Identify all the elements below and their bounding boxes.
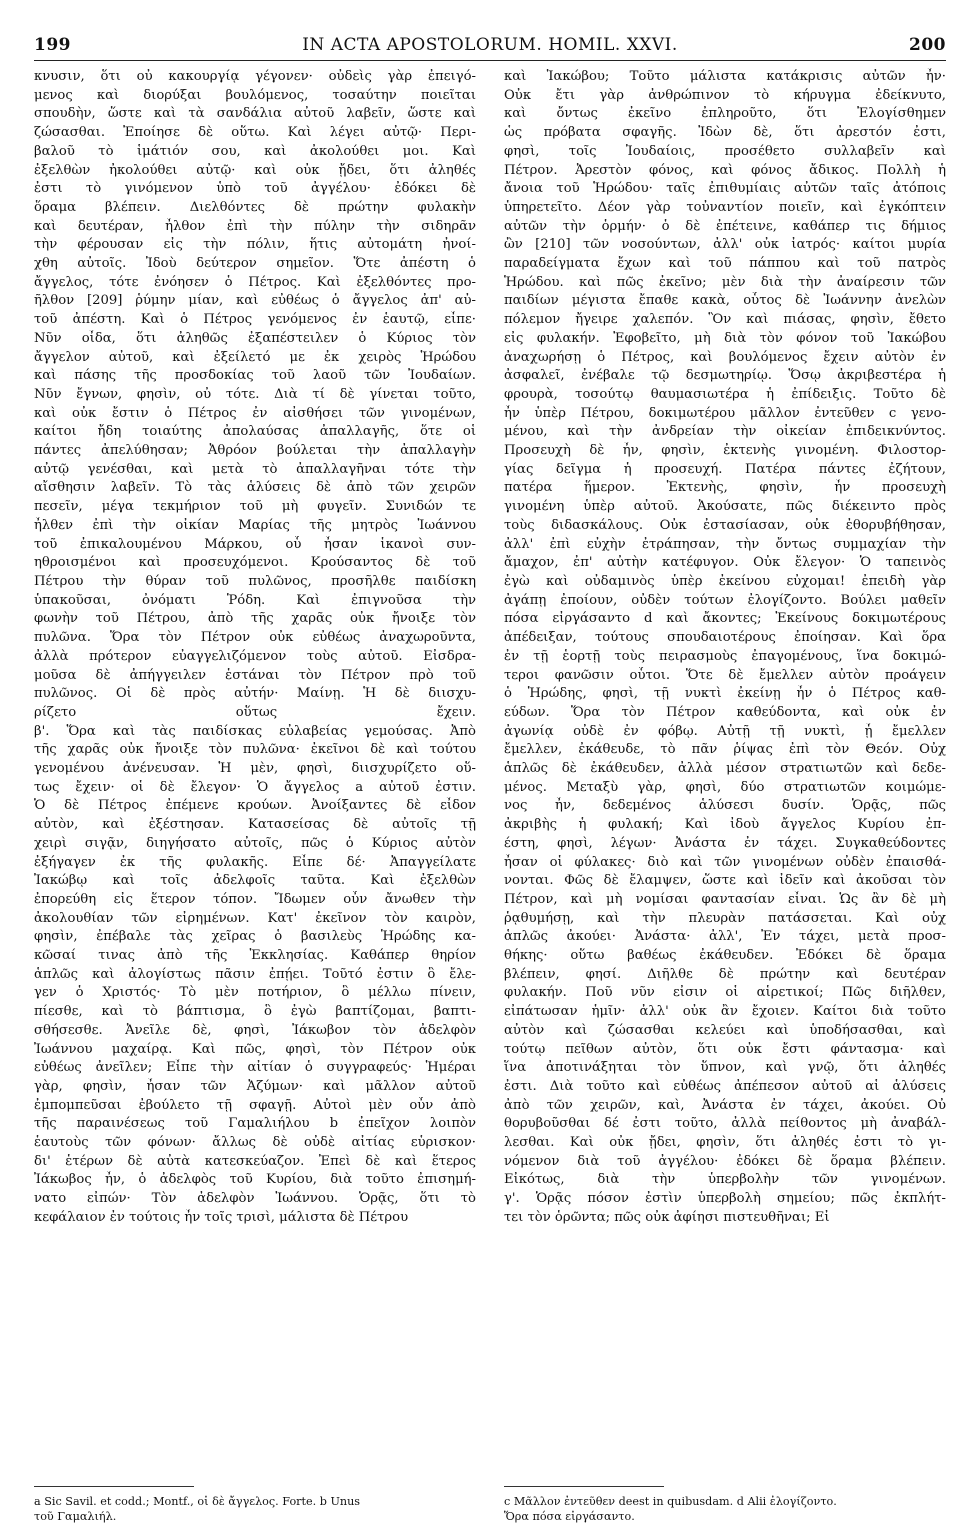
text-line: παραδείγματα ἔχων καὶ τοῦ πάππου καὶ τοῦ πατρὸς xyxy=(504,256,946,272)
text-line: τοῦ ἐπικαλουμένου Μάρκου, οὗ ἦσαν ἱκανοὶ συν- xyxy=(34,536,476,552)
text-line: νόμενον διὰ τοῦ ἀγγέλου· ἐδόκει δὲ ὅραμα βλέπειν. xyxy=(504,1153,946,1169)
right-column xyxy=(504,68,946,1228)
text-line: Ὁ δὲ Πέτρος ἐπέμενε κρούων. Ἀνοίξαντες δὲ εἶδον xyxy=(34,798,476,814)
footnote-line: Ὅρα πόσα εἰργάσαντο. xyxy=(504,1510,635,1523)
text-line: εἰπάτωσαν ἡμῖν· ἀλλ' οὐκ ἂν ἔχοιεν. Καίτοι διὰ τοῦτο xyxy=(504,1004,946,1020)
text-line: ἀγωνίᾳ οὐδὲ ἐν φόβῳ. Αὐτῇ τῇ νυκτὶ, ᾗ ἔμελλεν xyxy=(504,723,946,739)
text-line: γίας δεῖγμα ἡ προσευχή. Πατέρα πάντες ἐζήτουν, xyxy=(504,461,946,477)
footnote-rule-right xyxy=(504,1486,664,1487)
text-line: ῆλθον [209] ῥύμην μίαν, καὶ εὐθέως ὁ ἄγγελος ἀπ' αὐ- xyxy=(34,293,476,309)
text-line: μοῦσα δὲ ἀπήγγειλεν ἑστάναι τὸν Πέτρον πρὸ τοῦ xyxy=(34,667,476,683)
text-line: ἦλθεν ἐπὶ τὴν οἰκίαν Μαρίας τῆς μητρὸς Ἰωάννου xyxy=(34,517,476,533)
text-line: φησὶ, τοῖς Ἰουδαίοις, προσέθετο συλλαβεῖν καὶ xyxy=(504,143,946,159)
text-line: πόλεμον ἤγειρε χαλεπόν. Ὃν καὶ πιάσας, φησὶν, ἔθετο xyxy=(504,312,946,328)
text-line: γενομένου ἀνένευσαν. Ἡ μὲν, φησὶ, διισχυρίζετο οὕ- xyxy=(34,761,476,777)
text-line: ἀπὸ τῶν χειρῶν, καὶ, Ἀνάστα ἐν τάχει, ἀκούει. Οὐ xyxy=(504,1097,946,1113)
text-line: καὶ οὐκ ἔστιν ὁ Πέτρος ἐν αἰσθήσει τῶν γινομένων, xyxy=(34,405,476,421)
text-line: νος ἦν, δεδεμένος ἁλύσεσι δυσίν. Ὁρᾷς, πῶς xyxy=(504,798,946,814)
text-line: ἀναχωρήσῃ ὁ Πέτρος, καὶ βουλόμενος ἔχειν αὐτὸν ἐν xyxy=(504,349,946,365)
text-line: βλέπειν, φησί. Διῆλθε δὲ πρώτην καὶ δευτέραν xyxy=(504,966,946,982)
text-line: σπουδὴν, ὥστε καὶ τὰ σανδάλια αὐτοῦ λαβεῖν, ὥστε καὶ xyxy=(34,106,476,122)
text-line: ὑπηρετεῖτο. Δέον γὰρ τοὐναντίον ποιεῖν, καὶ ἐγκόπτειν xyxy=(504,199,946,215)
text-line: πόσα εἰργάσαντο d καὶ ἄκοντες; Ἐκείνους δοκιμωτέρους xyxy=(504,611,946,627)
text-line: τῆς παραινέσεως τοῦ Γαμαλιήλου b ἐπεῖχον λοιπὸν xyxy=(34,1116,476,1132)
text-line: εύδων. Ὅρα τὸν Πέτρον καθεύδοντα, καὶ οὐκ ἐν xyxy=(504,704,946,720)
text-line: Ἰακώβῳ καὶ τοῖς ἀδελφοῖς ταῦτα. Καὶ ἐξελθὼν xyxy=(34,873,476,889)
page-number-left: 199 xyxy=(34,35,71,55)
text-line: εὐθέως ἀνεῖλεν; Εἶπε τὴν αἰτίαν ὁ συγγραφεύς· Ἡμέραι xyxy=(34,1060,476,1076)
text-line: κνυσιν, ὅτι οὐ κακουργίᾳ γέγονεν· οὐδεὶς γὰρ ἐπειγό- xyxy=(34,69,476,84)
page-number-right: 200 xyxy=(909,35,946,55)
text-line: μένου, καὶ τὴν ἀνδρείαν τὴν οἰκείαν ἐπιδεικνύντος. xyxy=(504,424,946,440)
text-line: τοῦ ἀπέστη. Καὶ ὁ Πέτρος γενόμενος ἐν ἑαυτῷ, εἶπε· xyxy=(34,312,476,328)
text-line: χειρὶ σιγᾷν, διηγήσατο αὐτοῖς, πῶς ὁ Κύριος αὐτὸν xyxy=(34,835,476,851)
text-line: Νῦν ἔγνων, φησὶν, οὐ τότε. Διὰ τί δὲ γίνεται τοῦτο, xyxy=(34,386,476,402)
text-line: εἰς φυλακήν. Ἐφοβεῖτο, μὴ διὰ τὸν φόνον τοῦ Ἰακώβου xyxy=(504,330,946,346)
text-line: τούτῳ πεῖθων αὐτὸν, ὅτι οὐκ ἔστι φάντασμα· καὶ xyxy=(504,1041,946,1057)
text-line: ἔμελλεν, ἐκάθευδε, τὸ πᾶν ῥίψας ἐπὶ τὸν Θεόν. Οὐχ xyxy=(504,742,946,758)
text-line: ἀκολουθίαν τῶν εἰρημένων. Κατ' ἐκεῖνον τὸν καιρὸν, xyxy=(34,910,476,926)
text-line: Ἰωάννου μαχαίρᾳ. Καὶ πῶς, φησὶ, τὸν Πέτρον οὐκ xyxy=(34,1041,476,1057)
text-line: νονται. Φῶς δὲ ἔλαμψεν, ὥστε καὶ ἰδεῖν καὶ ἀκοῦσαι τὸν xyxy=(504,873,946,889)
text-line: ἁπλῶς δὲ ἐκάθευδεν, ἀλλὰ μέσον στρατιωτῶν καὶ δεδε- xyxy=(504,761,946,777)
text-line: γὰρ, φησὶν, ἦσαν τῶν Ἀζύμων· καὶ μᾶλλον αὐτοῦ xyxy=(34,1078,476,1094)
text-line: Νῦν οἶδα, ὅτι ἀληθῶς ἐξαπέστειλεν ὁ Κύριος τὸν xyxy=(34,330,476,346)
text-line: παιδίων μέγιστα ἔπαθε κακὰ, οὗτος δὲ Ἰωάννην ἀνελὼν xyxy=(504,293,946,309)
text-line: καὶ δευτέραν, ἦλθον ἐπὶ τὴν πύλην τὴν σιδηρᾶν xyxy=(34,218,476,234)
text-line: ἀλλ' ἐπὶ εὐχὴν ἐτράπησαν, τὴν ὄντως συμμαχίαν τὴν xyxy=(504,536,946,552)
text-line: τει τὸν ὁρῶντα; πῶς οὐκ ἀφίησι πιστευθῆναι; Εἰ xyxy=(504,1209,830,1225)
text-line: καὶ ὄντως ἐκεῖνο ἐπληροῦτο, ὅτι Ἐλογίσθημεν xyxy=(504,106,946,122)
page-header xyxy=(34,34,946,58)
text-line: ἐπορεύθη εἰς ἕτερον τόπον. Ἴδωμεν οὖν ἄνωθεν τὴν xyxy=(34,891,476,907)
text-line: γ'. Ὁρᾷς πόσον ἐστὶν ὑπερβολὴ σημείου; πῶς ἐκπλήτ- xyxy=(504,1191,946,1207)
text-line: ἐστι. Διὰ τοῦτο καὶ εὐθέως ἀπέπεσον αὐτοῦ αἱ ἁλύσεις xyxy=(504,1078,946,1094)
text-line: βαλοῦ τὸ ἱμάτιόν σου, καὶ ἀκολούθει μοι. Καὶ xyxy=(34,143,476,159)
text-line: φρουρὰ, τοσούτῳ θαυμασιωτέρα ἡ ἐπίδειξις. Τοῦτο δὲ xyxy=(504,386,946,402)
text-line: πυλῶνος. Οἱ δὲ πρὸς αὐτήν· Μαίνῃ. Ἡ δὲ διισχυ- xyxy=(34,686,476,702)
text-line: ἐξελθὼν ἠκολούθει αὐτῷ· καὶ οὐκ ᾔδει, ὅτι ἀληθές xyxy=(34,162,476,178)
text-line: τως ἔχειν· οἱ δὲ ἔλεγον· Ὁ ἄγγελος a αὐτοῦ ἐστιν. xyxy=(34,779,476,795)
text-line: πυλῶνα. Ὅρα τὸν Πέτρον οὐκ εὐθέως ἀναχωροῦντα, xyxy=(34,630,476,646)
text-line: κῶσαί τινας ἀπὸ τῆς Ἐκκλησίας. Καθάπερ θηρίον xyxy=(34,948,476,964)
text-line: φωνὴν τοῦ Πέτρου, ἀπὸ τῆς χαρᾶς οὐκ ἤνοιξε τὸν xyxy=(34,611,476,627)
text-line: ἐξήγαγεν ἐκ τῆς φυλακῆς. Εἶπε δέ· Ἀπαγγείλατε xyxy=(34,854,476,870)
text-line: σθήσεσθε. Ἀνεῖλε δὲ, φησὶ, Ἰάκωβον τὸν ἀδελφὸν xyxy=(34,1022,476,1038)
text-line: ὑπακοῦσαι, ὀνόματι Ῥόδη. Καὶ ἐπιγνοῦσα τὴν xyxy=(34,592,476,608)
text-line: ἀκριβὴς ἡ φυλακή; Καὶ ἰδοὺ ἄγγελος Κυρίου ἐπ- xyxy=(504,817,946,833)
text-line: β'. Ὅρα καὶ τὰς παιδίσκας εὐλαβείας γεμούσας. Ἀπὸ xyxy=(34,723,476,739)
text-line: τὴν φέρουσαν εἰς τὴν πόλιν, ἥτις αὐτομάτη ἠνοί- xyxy=(34,237,476,253)
text-line: έστη, φησὶ, λέγων· Ἀνάστα ἐν τάχει. Συγκαθεύδοντες xyxy=(504,835,946,851)
text-line: μενος καὶ διορύξαι βουλόμενος, τοσαύτην ποιεῖται xyxy=(34,87,476,103)
text-line: θορυβοῦσθαι δέ ἐστι τοῦτο, ἀλλὰ πείθοντος μὴ ἀναβάλ- xyxy=(504,1116,946,1132)
text-line: ἐγὼ καὶ οὐδαμινὸς ὑπὲρ ἐκείνου εὐχομαι! ἐπειδὴ γὰρ xyxy=(504,573,946,589)
text-line: αἴσθησιν λαβεῖν. Τὸ τὰς ἁλύσεις δὲ ἀπὸ τῶν χειρῶν xyxy=(34,480,476,496)
text-line: ρίζετο οὕτως ἔχειν. xyxy=(34,704,476,720)
text-line: αὐτὸν, καὶ ἐξέστησαν. Κατασείσας δὲ αὐτοῖς τῇ xyxy=(34,817,476,833)
text-line: ἦσαν οἱ φύλακες· διὸ καὶ τῶν γινομένων οὐδὲν ἐπαισθά- xyxy=(504,854,946,870)
text-line: ὁ Ἡρώδης, φησὶ, τῇ νυκτὶ ἐκείνῃ ἦν ὁ Πέτρος καθ- xyxy=(504,686,946,702)
footnote-line: c Μᾶλλον ἐντεῦθεν deest in quibusdam. d Alii ἐλογίζοντο. xyxy=(504,1495,837,1508)
text-line: ἄγγελον αὐτοῦ, καὶ ἐξείλετό με ἐκ χειρὸς Ἡρώδου xyxy=(34,349,476,365)
text-line: ἑαυτοὺς τῶν φόνων· ἄλλως δὲ οὐδὲ αἰτίας εὑρισκον· xyxy=(34,1135,476,1151)
text-line: ἀλλὰ πρότερον εὐαγγελιζόμενον τοὺς αὐτοῦ. Εἰσδρα- xyxy=(34,648,476,664)
text-line: ἁπλῶς καὶ ἀλογίστως πᾶσιν ἐπῄει. Τοῦτό ἐστιν ὃ ἔλε- xyxy=(34,966,476,982)
text-line: Οὐκ ἔτι γὰρ ἀνθρώπινον τὸ κήρυγμα ἐδείκνυτο, xyxy=(504,87,946,103)
text-line: ἐμπομπεῦσαι ἐβούλετο τῇ σφαγῇ. Αὐτοὶ μὲν οὖν ἀπὸ xyxy=(34,1097,476,1113)
running-title: IN ACTA APOSTOLORUM. HOMIL. XXVI. xyxy=(302,35,678,55)
text-line: μένος. Μεταξὺ γὰρ, φησὶ, δύο στρατιωτῶν κοιμώμε- xyxy=(504,779,946,795)
text-line: αὐτῶν τὴν ὁρμήν· ὁ δὲ ἐπέτεινε, καθάπερ τις δήμιος xyxy=(504,218,946,234)
text-line: κεφάλαιον ἐν τούτοις ἦν τοῖς τρισὶ, μάλιστα δὲ Πέτρου xyxy=(34,1209,409,1225)
text-line: πεσεῖν, μέγα τεκμήριον τοῦ μὴ φυγεῖν. Συνιδών τε xyxy=(34,499,476,515)
text-line: φυλακήν. Ποῦ νῦν εἰσιν οἱ αἱρετικοί; Πῶς διῆλθεν, xyxy=(504,985,946,1001)
text-line: τῆς χαρᾶς οὐκ ἤνοιξε τὸν πυλῶνα· ἐκεῖνοι δὲ καὶ τούτου xyxy=(34,742,476,758)
text-line: ζώσασθαι. Ἐποίησε δὲ οὕτω. Καὶ λέγει αὐτῷ· Περι- xyxy=(34,125,476,141)
text-line: λεσθαι. Καὶ οὐκ ᾔδει, φησὶν, ὅτι ἀληθές ἐστι τὸ γι- xyxy=(504,1135,946,1151)
text-line: τεροι φανῶσιν οὗτοι. Ὅτε δὲ ἔμελλεν αὐτὸν προάγειν xyxy=(504,667,946,683)
text-line: Ἡρώδου. καὶ πῶς ἐκεῖνο; μὲν διὰ τὴν ἀναίρεσιν τῶν xyxy=(504,274,946,290)
footnotes-left xyxy=(34,1494,476,1524)
text-line: ἀπέδειξαν, τούτους σπουδαιοτέρους ἐποίησαν. Καὶ ὅρα xyxy=(504,630,946,646)
text-line: ὅραμα βλέπειν. Διελθόντες δὲ πρώτην φυλακὴν xyxy=(34,199,476,215)
text-line: ἀσφαλεῖ, ἐνέβαλε τῷ δεσμωτηρίῳ. Ὅσῳ ἀκριβεστέρα ἡ xyxy=(504,368,946,384)
footnote-rule-left xyxy=(34,1486,194,1487)
footnote-line: τοῦ Γαμαλιήλ. xyxy=(34,1510,117,1523)
text-line: ὢν [210] τῶν νοσούντων, ἀλλ' οὐκ ἰατρός· καίτοι μυρία xyxy=(504,237,946,253)
text-line: καὶ πάσης τῆς προσδοκίας τοῦ λαοῦ τῶν Ἰουδαίων. xyxy=(34,368,476,384)
text-line: δι' ἑτέρων δὲ αὐτὰ κατεσκεύαζον. Ἐπεὶ δὲ καὶ ἕτερος xyxy=(34,1153,476,1169)
text-line: φησὶν, ἐπέβαλε τὰς χεῖρας ὁ βασιλεὺς Ἡρώδης κα- xyxy=(34,929,476,945)
text-line: ὡς πρόβατα σφαγῆς. Ἰδὼν δὲ, ὅτι ἀρεστόν ἐστι, xyxy=(504,125,946,141)
text-line: ἄμαχον, ἐπ' αὐτὴν κατέφυγον. Οὐκ ἔλεγον· Ὁ ταπεινὸς xyxy=(504,555,946,571)
text-line: καὶ Ἰακώβου; Τοῦτο μάλιστα κατάκρισις αὐτῶν ἦν· xyxy=(504,69,946,84)
text-line: ἄγγελος, τότε ἐνόησεν ὁ Πέτρος. Καὶ ἐξελθόντες προ- xyxy=(34,274,476,290)
text-line: Πέτρον. Ἀρεστὸν φόνος, καὶ φόνος ἄδικος. Πολλὴ ἡ xyxy=(504,162,946,178)
text-line: ἵνα ἀποτινάξηται τὸν ὕπνον, καὶ γνῷ, ὅτι ἀληθές xyxy=(504,1060,946,1076)
header-rule xyxy=(34,60,946,61)
text-line: αὐτῷ γενέσθαι, καὶ μετὰ τὸ ἀπαλλαγῆναι τότε τὴν xyxy=(34,461,476,477)
text-line: πάντες ἀπελύθησαν; Ἀθρόον βούλεται τὴν ἀπαλλαγὴν xyxy=(34,443,476,459)
text-line: Πέτρου τὴν θύραν τοῦ πυλῶνος, προσῆλθε παιδίσκη xyxy=(34,573,476,589)
text-line: καίτοι ἤδη τοιαύτης ἀπολαύσας ἀπαλλαγῆς, ὅτε οἱ xyxy=(34,424,476,440)
text-line: ῥᾳθυμήσῃ, καὶ τὴν πλευρὰν πατάσσεται. Καὶ οὐχ xyxy=(504,910,946,926)
text-line: ἄνοια τοῦ Ἡρώδου· ταῖς ἐπιθυμίαις αὐτῶν ταῖς ἀτόποις xyxy=(504,181,946,197)
text-line: χθη αὐτοῖς. Ἰδοὺ δεύτερον σημεῖον. Ὅτε ἀπέστη ὁ xyxy=(34,256,476,272)
text-line: ἐν τῇ ἑορτῇ τοὺς πειρασμοὺς ἐπαγομένους, ἵνα δοκιμώ- xyxy=(504,648,946,664)
text-line: γεν ὁ Χριστός· Τὸ μὲν ποτήριον, ὃ μέλλω πίνειν, xyxy=(34,985,476,1001)
text-line: Προσευχὴ δὲ ἦν, φησὶν, ἐκτενὴς γινομένη. Φιλοστορ- xyxy=(504,443,946,459)
text-line: ἁπλῶς ἀκούει· Ἀνάστα· ἀλλ', Ἐν τάχει, μετὰ προσ- xyxy=(504,929,946,945)
text-line: ηθροισμένοι καὶ προσευχόμενοι. Κρούσαντος δὲ τοῦ xyxy=(34,555,476,571)
text-line: ἀγάπῃ ἐποίουν, οὐδὲν τούτων ἐλογίζοντο. Βούλει μαθεῖν xyxy=(504,592,946,608)
text-line: πατέρα ἥμερον. Ἐκτενὴς, φησὶν, ἦν προσευχὴ xyxy=(504,480,946,496)
text-line: θήκης· οὕτω βαθέως ἐκάθευδεν. Ἐδόκει δὲ ὅραμα xyxy=(504,948,946,964)
text-line: ἐστι τὸ γινόμενον ὑπὸ τοῦ ἀγγέλου· ἐδόκει δὲ xyxy=(34,181,476,197)
text-line: τοὺς διδασκάλους. Οὐκ ἐστασίασαν, οὐκ ἐθορυβήθησαν, xyxy=(504,517,946,533)
text-line: νατο εἰπών· Τὸν ἀδελφὸν Ἰωάννου. Ὁρᾷς, ὅτι τὸ xyxy=(34,1191,476,1207)
text-line: Εἰκότως, διὰ τὴν ὑπερβολὴν τῶν γινομένων. xyxy=(504,1172,946,1188)
text-line: Πέτρον, καὶ μὴ νομίσαι φαντασίαν εἶναι. Ὡς ἂν δὲ μὴ xyxy=(504,891,946,907)
text-line: πίεσθε, καὶ τὸ βάπτισμα, ὃ ἐγὼ βαπτίζομαι, βαπτι- xyxy=(34,1004,476,1020)
left-column xyxy=(34,68,476,1228)
footnote-line: a Sic Savil. et codd.; Montf., οἱ δὲ ἄγγελος. Forte. b Unus xyxy=(34,1495,361,1508)
footnotes-right xyxy=(504,1494,946,1524)
text-line: ἦν ὑπὲρ Πέτρου, δοκιμωτέρου μᾶλλον ἐντεῦθεν c γενο- xyxy=(504,405,946,421)
text-line: Ἰάκωβος ἦν, ὁ ἀδελφὸς τοῦ Κυρίου, διὰ τοῦτο ἐπισημή- xyxy=(34,1172,476,1188)
text-line: γινομένη ὑπὲρ αὐτοῦ. Ἀκούσατε, πῶς διέκειντο πρὸς xyxy=(504,499,946,515)
text-line: αὐτὸν καὶ ζώσασθαι κελεύει καὶ ὑποδήσασθαι, καὶ xyxy=(504,1022,946,1038)
